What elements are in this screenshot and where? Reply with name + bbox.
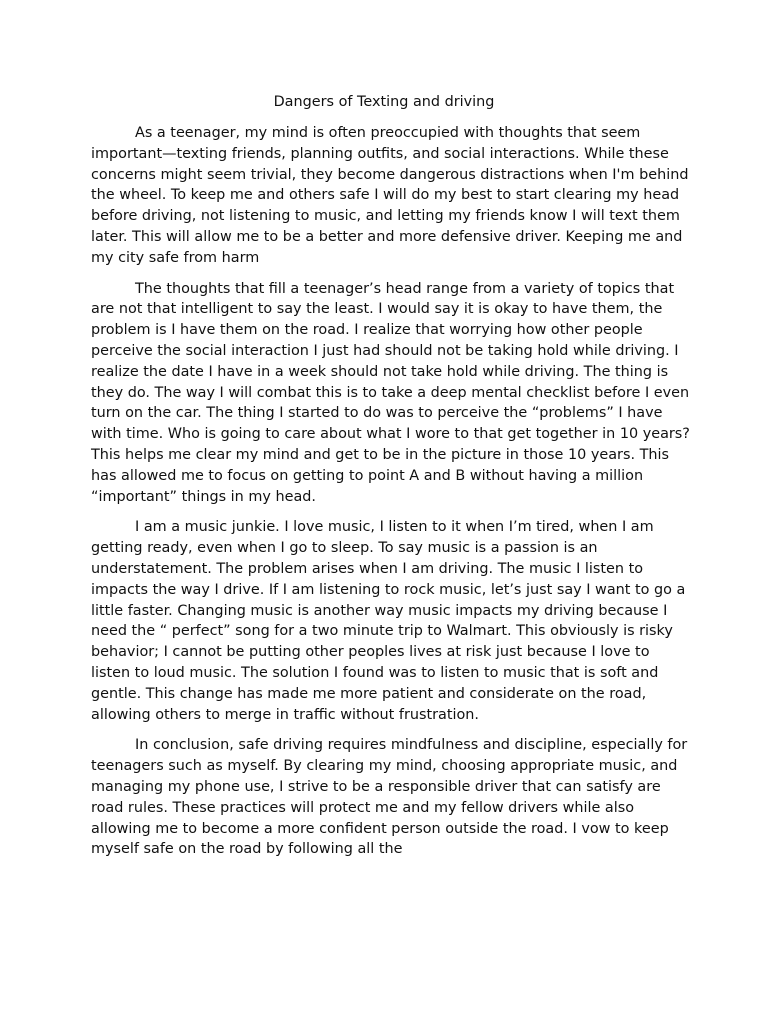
paragraph-intro: As a teenager, my mind is often preoccupied with thoughts that seem important—texting friends, planning outfits, and social interactions. While these concerns might seem trivial, they become dangerous distractions when I'm behind the wheel. To keep me and others safe I will do my best to start clearing my head before driving, not listening to music, and letting my friends know I will text them later. This will allow me to be a better and more defensive driver. Keeping me and my city safe from harm	[91, 125, 689, 266]
paragraph-music: I am a music junkie. I love music, I listen to it when I’m tired, when I am getting ready, even when I go to sleep. To say music is a passion is an understatement. The problem arises when I am driving. The music I listen to impacts the way I drive. If I am listening to rock music, let’s just say I want to go a little faster. Changing music is another way music impacts my driving because I need the “ perfect” song for a two minute trip to Walmart. This obviously is risky behavior; I cannot be putting other peoples lives at risk just because I love to listen to loud music. The solution I found was to listen to music that is soft and gentle. This change has made me more patient and considerate on the road, allowing others to merge in traffic without frustration.	[91, 519, 686, 723]
paragraph-conclusion: In conclusion, safe driving requires mindfulness and discipline, especially for teenagers such as myself. By clearing my mind, choosing appropriate music, and managing my phone use, I strive to be a responsible driver that can satisfy are road rules. These practices will protect me and my fellow drivers while also allowing me to become a more confident person outside the road. I vow to keep myself safe on the road by following all the	[91, 737, 688, 858]
document-body	[91, 123, 691, 870]
document-title: Dangers of Texting and driving	[273, 94, 495, 110]
paragraph-thoughts: The thoughts that fill a teenager’s head range from a variety of topics that are not that intelligent to say the least. I would say it is okay to have them, the problem is I have them on the road. I realize that worrying how other people perceive the social interaction I just had should not be taking hold while driving. I realize the date I have in a week should not take hold while driving. The thing is they do. The way I will combat this is to take a deep mental checklist before I even turn on the car. The thing I started to do was to perceive the “problems” I have with time. Who is going to care about what I wore to that get together in 10 years? This helps me clear my mind and get to be in the picture in those 10 years. This has allowed me to focus on getting to point A and B without having a million “important” things in my head.	[91, 280, 690, 505]
